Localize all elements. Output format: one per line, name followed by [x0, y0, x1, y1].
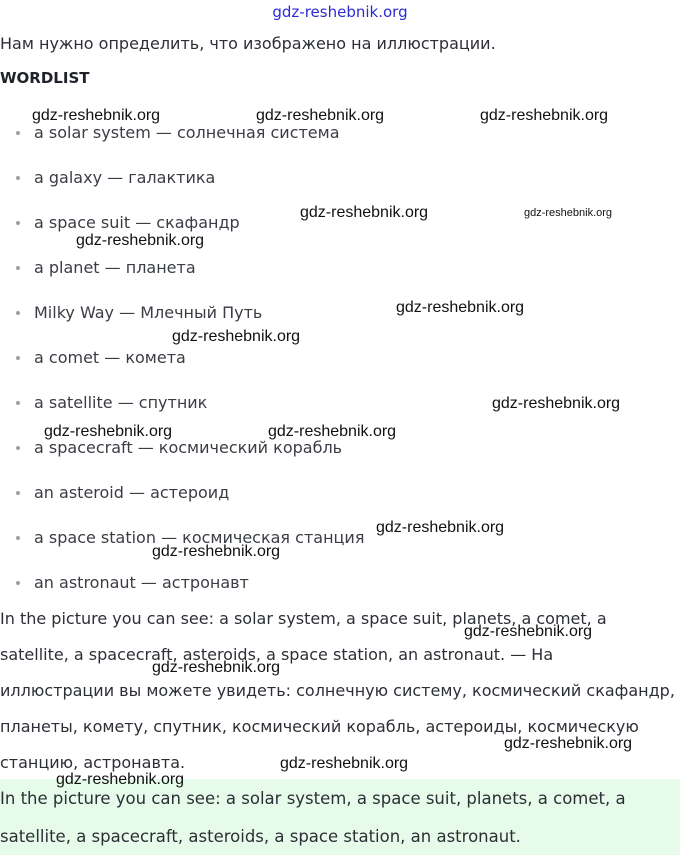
- wordlist-item: [16, 165, 215, 191]
- watermark: gdz-reshebnik.org: [152, 659, 281, 676]
- bullet-icon: [16, 131, 20, 135]
- wordlist-item: [16, 390, 207, 416]
- watermark: gdz-reshebnik.org: [524, 207, 613, 219]
- paragraph-line: иллюстрации вы можете увидеть: солнечную систему, космический скафандр,: [0, 681, 675, 700]
- intro-text: Нам нужно определить, что изображено на иллюстрации.: [0, 34, 496, 53]
- watermark: gdz-reshebnik.org: [280, 755, 409, 772]
- bullet-icon: [16, 221, 20, 225]
- bullet-icon: [16, 176, 20, 180]
- bullet-icon: [16, 266, 20, 270]
- wordlist-item-text: a satellite — спутник: [34, 393, 208, 412]
- watermark: gdz-reshebnik.org: [152, 543, 281, 560]
- wordlist-item: [16, 255, 196, 281]
- wordlist-item-text: Milky Way — Млечный Путь: [34, 303, 263, 322]
- paragraph-line: планеты, комету, спутник, космический корабль, астероиды, космическую: [0, 717, 639, 736]
- bullet-icon: [16, 401, 20, 405]
- wordlist-item-text: a solar system — солнечная система: [34, 123, 340, 142]
- wordlist-item-text: a planet — планета: [34, 258, 196, 277]
- wordlist-item: [16, 345, 186, 371]
- wordlist-item-text: a spacecraft — космический корабль: [34, 438, 343, 457]
- wordlist-item-text: a galaxy — галактика: [34, 168, 216, 187]
- paragraph-line: satellite, a spacecraft, asteroids, a space station, an astronaut. — На: [0, 645, 554, 664]
- answer-line: In the picture you can see: a solar system, a space suit, planets, a comet, a: [0, 789, 626, 808]
- answer-line: satellite, a spacecraft, asteroids, a space station, an astronaut.: [0, 827, 521, 846]
- watermark: gdz-reshebnik.org: [480, 107, 609, 124]
- bullet-icon: [16, 536, 20, 540]
- watermark: gdz-reshebnik.org: [56, 771, 185, 788]
- wordlist-item-text: a comet — комета: [34, 348, 186, 367]
- wordlist-item-text: an astronaut — астронавт: [34, 573, 249, 592]
- bullet-icon: [16, 446, 20, 450]
- watermark: gdz-reshebnik.org: [32, 107, 161, 124]
- watermark: gdz-reshebnik.org: [300, 204, 429, 221]
- watermark: gdz-reshebnik.org: [256, 107, 385, 124]
- paragraph-line: In the picture you can see: a solar system, a space suit, planets, a comet, a: [0, 609, 607, 628]
- watermark: gdz-reshebnik.org: [172, 328, 301, 345]
- wordlist-heading: WORDLIST: [0, 69, 90, 87]
- site-watermark-link[interactable]: gdz-reshebnik.org: [272, 3, 408, 21]
- wordlist-item-text: a space station — космическая станция: [34, 528, 365, 547]
- watermark: gdz-reshebnik.org: [504, 735, 633, 752]
- bullet-icon: [16, 311, 20, 315]
- watermark: gdz-reshebnik.org: [464, 623, 593, 640]
- paragraph-line: станцию, астронавта.: [0, 753, 186, 772]
- watermark: gdz-reshebnik.org: [376, 519, 505, 536]
- wordlist-item: [16, 300, 262, 326]
- bullet-icon: [16, 491, 20, 495]
- wordlist-item-text: a space suit — скафандр: [34, 213, 240, 232]
- wordlist-item: [16, 480, 229, 506]
- watermark: gdz-reshebnik.org: [268, 423, 397, 440]
- watermark: gdz-reshebnik.org: [396, 299, 525, 316]
- bullet-icon: [16, 581, 20, 585]
- wordlist-item: [16, 570, 249, 596]
- bullet-icon: [16, 356, 20, 360]
- wordlist-item-text: an asteroid — астероид: [34, 483, 230, 502]
- watermark: gdz-reshebnik.org: [492, 395, 621, 412]
- watermark: gdz-reshebnik.org: [76, 232, 205, 249]
- watermark: gdz-reshebnik.org: [44, 423, 173, 440]
